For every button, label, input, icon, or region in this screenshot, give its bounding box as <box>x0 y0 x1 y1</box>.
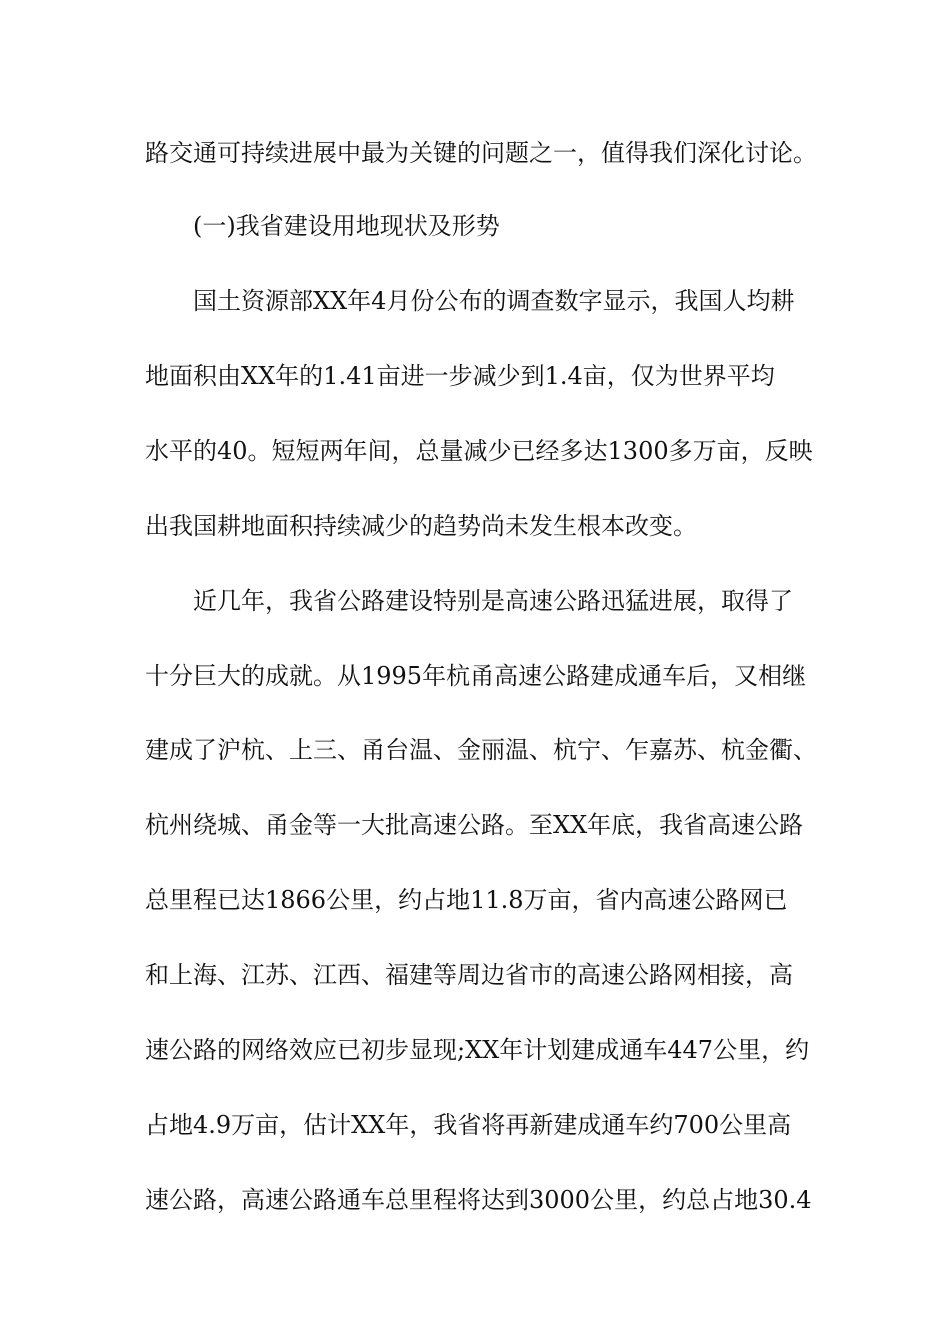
paragraph-line-3: 国土资源部XX年4月份公布的调查数字显示，我国人均耕 <box>193 287 795 315</box>
paragraph-line-12: 和上海、江苏、江西、福建等周边省市的高速公路网相接，高 <box>145 961 793 989</box>
paragraph-line-1: 路交通可持续进展中最为关键的问题之一，值得我们深化讨论。 <box>145 139 817 167</box>
paragraph-line-6: 出我国耕地面积持续减少的趋势尚未发生根本改变。 <box>145 512 697 540</box>
section-heading: (一)我省建设用地现状及形势 <box>193 212 500 240</box>
paragraph-line-7: 近几年，我省公路建设特别是高速公路迅猛进展，取得了 <box>193 587 793 615</box>
paragraph-line-14: 占地4.9万亩，估计XX年，我省将再新建成通车约700公里高 <box>145 1111 792 1139</box>
paragraph-line-4: 地面积由XX年的1.41亩进一步减少到1.4亩，仅为世界平均 <box>145 362 775 390</box>
paragraph-line-8: 十分巨大的成就。从1995年杭甬高速公路建成通车后，又相继 <box>145 662 807 690</box>
paragraph-line-10: 杭州绕城、甬金等一大批高速公路。至XX年底，我省高速公路 <box>145 811 804 839</box>
paragraph-line-5: 水平的40。短短两年间，总量减少已经多达1300多万亩，反映 <box>145 437 813 465</box>
paragraph-line-9: 建成了沪杭、上三、甬台温、金丽温、杭宁、乍嘉苏、杭金衢、 <box>145 736 817 764</box>
paragraph-line-13: 速公路的网络效应已初步显现;XX年计划建成通车447公里，约 <box>145 1036 810 1064</box>
paragraph-line-15: 速公路，高速公路通车总里程将达到3000公里，约总占地30.4 <box>145 1186 812 1214</box>
paragraph-line-11: 总里程已达1866公里，约占地11.8万亩，省内高速公路网已 <box>145 886 788 914</box>
